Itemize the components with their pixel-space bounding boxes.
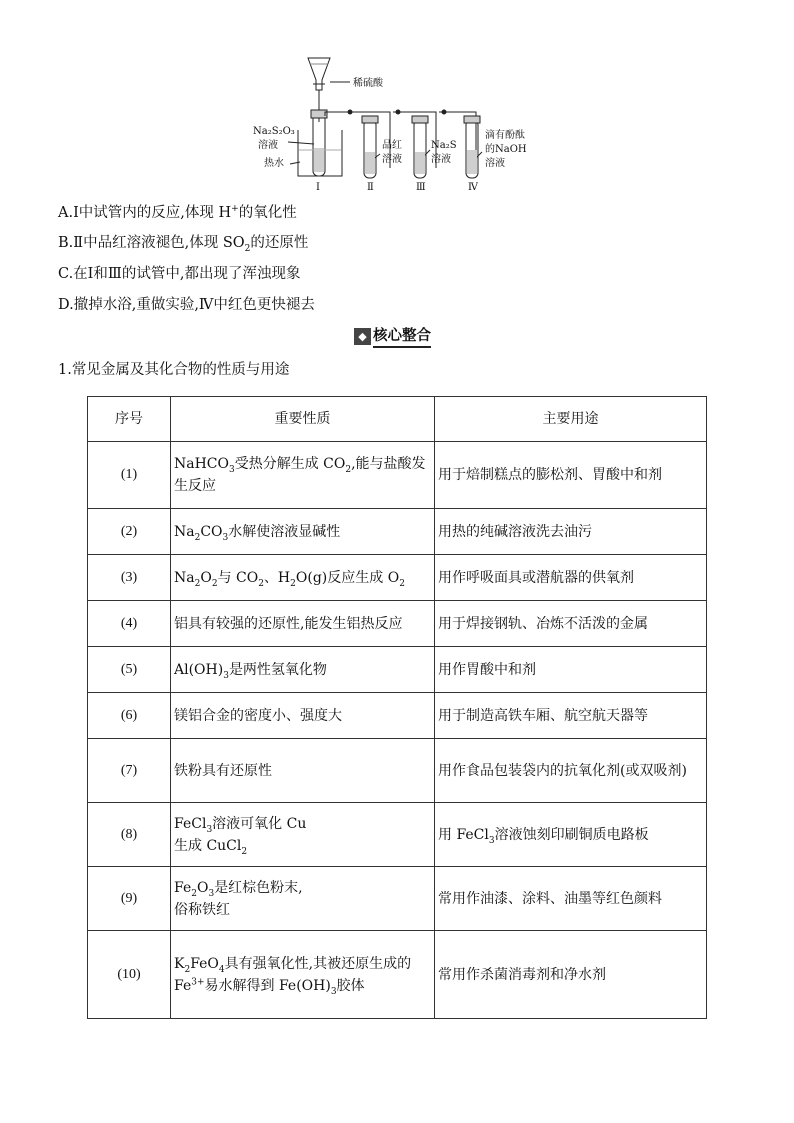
pinhong-label: 品红 [382, 140, 402, 151]
row-use: 常用作杀菌消毒剂和净水剂 [435, 931, 707, 1019]
table-row [88, 442, 707, 509]
row-use: 常用作油漆、涂料、油墨等红色颜料 [435, 867, 707, 931]
option-d: D.撤掉水浴,重做实验,Ⅳ中红色更快褪去 [58, 297, 315, 313]
table-row [88, 601, 707, 647]
row-number: (6) [88, 693, 171, 739]
row-property: $Na_2CO_3$水解使溶液显碱性 [171, 509, 435, 555]
option-a: A.Ⅰ中试管内的反应,体现 H+的氧化性 [58, 204, 297, 221]
section-title: 核心整合 [373, 324, 431, 348]
numeral-1: Ⅰ [316, 182, 320, 193]
table-row [88, 693, 707, 739]
row-property: 镁铝合金的密度小、强度大 [171, 693, 435, 739]
row-use: 用热的纯碱溶液洗去油污 [435, 509, 707, 555]
row-number: (5) [88, 647, 171, 693]
naoh-label-1: 滴有酚酞 [485, 130, 525, 141]
row-number: (9) [88, 867, 171, 931]
acid-label: 稀硫酸 [353, 78, 383, 89]
separatory-funnel [308, 58, 330, 90]
table-row [88, 555, 707, 601]
na2s2o3-label: Na₂S₂O₃ [253, 126, 295, 137]
row-property: 铁粉具有还原性 [171, 739, 435, 803]
section-header [354, 326, 431, 346]
na2s-label-2: 溶液 [431, 154, 451, 165]
numeral-3: Ⅲ [416, 182, 426, 193]
table-row [88, 509, 707, 555]
table-row [88, 739, 707, 803]
na2s2o3-label-2: 溶液 [258, 140, 278, 151]
option-c: C.在Ⅰ和Ⅲ的试管中,都出现了浑浊现象 [58, 266, 301, 282]
numeral-4: Ⅳ [468, 182, 478, 193]
row-use: 用于焙制糕点的膨松剂、胃酸中和剂 [435, 442, 707, 509]
numeral-2: Ⅱ [367, 182, 374, 193]
row-property: $Fe_2O_3$是红棕色粉末, 俗称铁红 [171, 867, 435, 931]
row-number: (1) [88, 442, 171, 509]
row-number: (7) [88, 739, 171, 803]
header-property: 重要性质 [171, 397, 435, 442]
row-number: (3) [88, 555, 171, 601]
row-property: $Al(OH)_3$是两性氢氧化物 [171, 647, 435, 693]
row-use: 用 FeCl$_3$溶液蚀刻印刷铜质电路板 [435, 803, 707, 867]
row-use: 用作胃酸中和剂 [435, 647, 707, 693]
diamond-icon: ◆ [354, 328, 371, 345]
row-use: 用作呼吸面具或潜航器的供氧剂 [435, 555, 707, 601]
row-number: (10) [88, 931, 171, 1019]
table-row [88, 931, 707, 1019]
row-use: 用作食品包装袋内的抗氧化剂(或双吸剂) [435, 739, 707, 803]
row-property: $Na_2O_2$与 $CO_2$、$H_2O(g)$反应生成 $O_2$ [171, 555, 435, 601]
row-property: FeCl$_3$溶液可氧化 Cu 生成 CuCl$_2$ [171, 803, 435, 867]
row-number: (8) [88, 803, 171, 867]
pinhong-label-2: 溶液 [382, 154, 402, 165]
table-header-row [88, 397, 707, 442]
hot-water-label: 热水 [264, 158, 284, 169]
row-use: 用于制造高铁车厢、航空航天器等 [435, 693, 707, 739]
table-row [88, 803, 707, 867]
row-use: 用于焊接钢轨、冶炼不活泼的金属 [435, 601, 707, 647]
row-property: 铝具有较强的还原性,能发生铝热反应 [171, 601, 435, 647]
row-property: NaHCO$_3$受热分解生成 $CO_2$,能与盐酸发生反应 [171, 442, 435, 509]
apparatus-diagram [250, 52, 530, 196]
properties-table [87, 396, 707, 1019]
naoh-label-3: 溶液 [485, 158, 505, 169]
table-row [88, 867, 707, 931]
row-property: $K_2FeO_4$具有强氧化性,其被还原生成的 $Fe^{3+}$易水解得到 $Fe(OH)_3$胶体 [171, 931, 435, 1019]
table-row [88, 647, 707, 693]
row-number: (2) [88, 509, 171, 555]
row-number: (4) [88, 601, 171, 647]
list-title: 1.常见金属及其化合物的性质与用途 [58, 362, 290, 378]
option-b: B.Ⅱ中品红溶液褪色,体现 $SO_2$的还原性 [58, 235, 309, 254]
na2s-label: Na₂S [431, 140, 457, 151]
header-use: 主要用途 [435, 397, 707, 442]
naoh-label-2: 的NaOH [485, 144, 527, 155]
header-num: 序号 [88, 397, 171, 442]
